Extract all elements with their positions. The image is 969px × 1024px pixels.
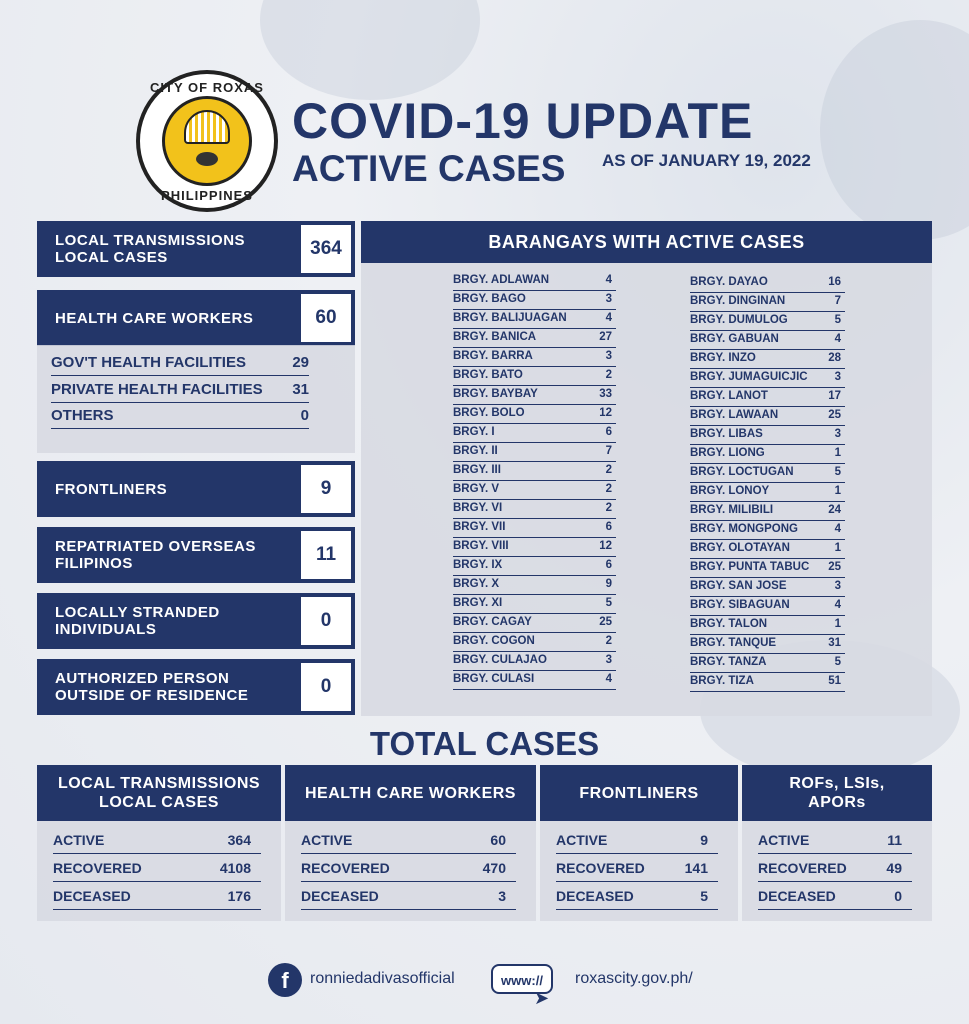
apor-label: AUTHORIZED PERSON OUTSIDE OF RESIDENCE bbox=[37, 659, 301, 715]
barangay-name: BRGY. PUNTA TABUC bbox=[690, 561, 810, 573]
total-row-value: 11 bbox=[887, 832, 902, 848]
barangay-count: 2 bbox=[605, 635, 612, 647]
total-row-label: RECOVERED bbox=[758, 860, 847, 876]
barangay-count: 1 bbox=[834, 485, 841, 497]
hcw-breakdown-panel bbox=[37, 345, 355, 453]
total-column-header: ROFs, LSIs, APORs bbox=[742, 765, 932, 821]
total-column-body bbox=[540, 821, 738, 921]
barangay-name: BRGY. DINGINAN bbox=[690, 295, 786, 307]
barangay-row bbox=[690, 558, 845, 578]
total-row bbox=[758, 855, 912, 882]
total-row bbox=[758, 827, 912, 854]
background-virus-decoration bbox=[260, 0, 480, 100]
barangay-name: BRGY. BAGO bbox=[453, 293, 526, 305]
barangay-row bbox=[453, 309, 616, 329]
barangay-row bbox=[453, 480, 616, 500]
barangay-name: BRGY. TIZA bbox=[690, 675, 754, 687]
barangay-count: 31 bbox=[828, 637, 841, 649]
barangay-count: 28 bbox=[828, 352, 841, 364]
crab-icon bbox=[196, 152, 218, 166]
barangay-row bbox=[690, 577, 845, 597]
barangay-name: BRGY. GABUAN bbox=[690, 333, 779, 345]
barangay-row bbox=[453, 670, 616, 690]
barangay-count: 2 bbox=[605, 483, 612, 495]
total-row-value: 141 bbox=[684, 860, 708, 876]
barangay-count: 3 bbox=[834, 580, 841, 592]
barangay-row bbox=[453, 613, 616, 633]
total-row-label: DECEASED bbox=[301, 888, 379, 904]
barangay-row bbox=[453, 651, 616, 671]
total-row bbox=[556, 855, 718, 882]
total-column-body bbox=[37, 821, 281, 921]
total-row-label: RECOVERED bbox=[301, 860, 390, 876]
total-column-body bbox=[285, 821, 536, 921]
barangay-name: BRGY. CULASI bbox=[453, 673, 535, 685]
total-row bbox=[556, 883, 718, 910]
total-row-value: 364 bbox=[227, 832, 251, 848]
barangay-row bbox=[690, 444, 845, 464]
page-subtitle: ACTIVE CASES bbox=[292, 148, 566, 189]
barangay-count: 7 bbox=[605, 445, 612, 457]
barangay-row bbox=[690, 520, 845, 540]
barangay-count: 2 bbox=[605, 369, 612, 381]
total-cases-title: TOTAL CASES bbox=[369, 725, 600, 762]
barangay-name: BRGY. BATO bbox=[453, 369, 523, 381]
barangay-count: 5 bbox=[834, 466, 841, 478]
barangay-count: 3 bbox=[605, 293, 612, 305]
barangay-count: 5 bbox=[834, 314, 841, 326]
as-of-date: AS OF JANUARY 19, 2022 bbox=[602, 151, 811, 170]
barangay-name: BRGY. LIBAS bbox=[690, 428, 763, 440]
barangay-row bbox=[690, 482, 845, 502]
barangay-row bbox=[690, 311, 845, 331]
barangay-name: BRGY. LAWAAN bbox=[690, 409, 779, 421]
barangay-row bbox=[690, 273, 845, 293]
frontliners-label: FRONTLINERS bbox=[37, 461, 301, 517]
facebook-handle[interactable]: ronniedadivasofficial bbox=[310, 970, 455, 987]
barangay-row bbox=[690, 463, 845, 483]
seal-bottom-text: PHILIPPINES bbox=[161, 188, 253, 203]
barangay-count: 25 bbox=[828, 409, 841, 421]
barangay-count: 4 bbox=[605, 312, 612, 324]
barangay-row bbox=[453, 575, 616, 595]
barangay-count: 1 bbox=[834, 542, 841, 554]
local-transmissions-box bbox=[37, 221, 355, 277]
total-row-label: RECOVERED bbox=[53, 860, 142, 876]
barangay-name: BRGY. LIONG bbox=[690, 447, 765, 459]
barangay-row bbox=[453, 461, 616, 481]
total-row bbox=[301, 855, 516, 882]
barangay-count: 5 bbox=[605, 597, 612, 609]
total-column bbox=[37, 765, 281, 921]
total-row bbox=[556, 827, 718, 854]
seal-top-text: CITY OF ROXAS bbox=[150, 80, 264, 95]
barangay-row bbox=[453, 537, 616, 557]
local-transmissions-value: 364 bbox=[301, 221, 355, 277]
barangay-name: BRGY. SIBAGUAN bbox=[690, 599, 790, 611]
barangay-name: BRGY. BARRA bbox=[453, 350, 533, 362]
total-row-value: 0 bbox=[894, 888, 902, 904]
barangay-name: BRGY. BOLO bbox=[453, 407, 525, 419]
hcw-breakdown-row: GOV'T HEALTH FACILITIES 29 bbox=[51, 351, 309, 376]
rof-label: REPATRIATED OVERSEAS FILIPINOS bbox=[37, 527, 301, 583]
total-row-label: ACTIVE bbox=[301, 832, 353, 848]
barangay-count: 12 bbox=[599, 540, 612, 552]
barangay-name: BRGY. CULAJAO bbox=[453, 654, 547, 666]
barangay-count: 1 bbox=[834, 618, 841, 630]
barangay-name: BRGY. SAN JOSE bbox=[690, 580, 787, 592]
barangay-row bbox=[453, 594, 616, 614]
barangay-count: 4 bbox=[605, 274, 612, 286]
barangay-count: 3 bbox=[605, 654, 612, 666]
total-row-value: 470 bbox=[482, 860, 506, 876]
barangay-count: 51 bbox=[828, 675, 841, 687]
total-row bbox=[758, 883, 912, 910]
total-column bbox=[742, 765, 932, 921]
barangay-name: BRGY. VI bbox=[453, 502, 503, 514]
barangay-count: 4 bbox=[605, 673, 612, 685]
total-column bbox=[540, 765, 738, 921]
barangay-name: BRGY. BALIJUAGAN bbox=[453, 312, 567, 324]
barangay-count: 12 bbox=[599, 407, 612, 419]
total-row bbox=[301, 883, 516, 910]
barangay-count: 3 bbox=[834, 371, 841, 383]
barangay-row bbox=[453, 328, 616, 348]
total-row-label: DECEASED bbox=[758, 888, 836, 904]
barangay-name: BRGY. XI bbox=[453, 597, 503, 609]
total-row-label: ACTIVE bbox=[758, 832, 810, 848]
barangay-name: BRGY. OLOTAYAN bbox=[690, 542, 790, 554]
barangay-row bbox=[453, 423, 616, 443]
barangay-name: BRGY. COGON bbox=[453, 635, 535, 647]
barangay-name: BRGY. LOCTUGAN bbox=[690, 466, 794, 478]
barangay-count: 25 bbox=[599, 616, 612, 628]
barangay-count: 24 bbox=[828, 504, 841, 516]
barangay-name: BRGY. INZO bbox=[690, 352, 756, 364]
barangay-count: 4 bbox=[834, 599, 841, 611]
barangay-row bbox=[453, 385, 616, 405]
barangay-name: BRGY. DAYAO bbox=[690, 276, 768, 288]
barangay-row bbox=[453, 632, 616, 652]
barangay-row bbox=[690, 425, 845, 445]
health-care-workers-value: 60 bbox=[301, 290, 355, 346]
total-row-value: 49 bbox=[886, 860, 902, 876]
total-column-header: HEALTH CARE WORKERS bbox=[285, 765, 536, 821]
barangay-name: BRGY. TANQUE bbox=[690, 637, 777, 649]
barangay-row bbox=[690, 330, 845, 350]
barangay-name: BRGY. TALON bbox=[690, 618, 768, 630]
barangay-name: BRGY. MONGPONG bbox=[690, 523, 798, 535]
barangay-name: BRGY. ADLAWAN bbox=[453, 274, 550, 286]
total-row-value: 3 bbox=[498, 888, 506, 904]
hcw-breakdown-row: OTHERS 0 bbox=[51, 404, 309, 429]
health-care-workers-box bbox=[37, 290, 355, 346]
barangays-panel bbox=[361, 263, 932, 716]
barangay-count: 3 bbox=[605, 350, 612, 362]
barangay-name: BRGY. MILIBILI bbox=[690, 504, 774, 516]
barangay-row bbox=[453, 499, 616, 519]
local-transmissions-label: LOCAL TRANSMISSIONS LOCAL CASES bbox=[37, 221, 301, 277]
barangay-name: BRGY. BANICA bbox=[453, 331, 537, 343]
barangay-row bbox=[453, 518, 616, 538]
total-column-header: FRONTLINERS bbox=[540, 765, 738, 821]
barangay-row bbox=[690, 501, 845, 521]
total-row-value: 5 bbox=[700, 888, 708, 904]
barangay-count: 6 bbox=[605, 559, 612, 571]
website-link[interactable]: roxascity.gov.ph/ bbox=[575, 970, 693, 987]
barangay-name: BRGY. TANZA bbox=[690, 656, 767, 668]
barangay-row bbox=[690, 672, 845, 692]
barangay-row bbox=[453, 366, 616, 386]
barangay-name: BRGY. VIII bbox=[453, 540, 509, 552]
frontliners-box bbox=[37, 461, 355, 517]
barangay-row bbox=[453, 442, 616, 462]
barangay-count: 7 bbox=[834, 295, 841, 307]
total-column bbox=[285, 765, 536, 921]
facebook-icon: f bbox=[268, 963, 302, 997]
barangay-row bbox=[453, 290, 616, 310]
barangay-count: 6 bbox=[605, 426, 612, 438]
barangay-name: BRGY. V bbox=[453, 483, 500, 495]
barangay-name: BRGY. IX bbox=[453, 559, 503, 571]
barangay-count: 25 bbox=[828, 561, 841, 573]
barangay-row bbox=[453, 347, 616, 367]
total-row-label: ACTIVE bbox=[53, 832, 105, 848]
total-row-label: DECEASED bbox=[53, 888, 131, 904]
total-column-body bbox=[742, 821, 932, 921]
total-row-value: 9 bbox=[700, 832, 708, 848]
barangay-row bbox=[690, 349, 845, 369]
lsi-value: 0 bbox=[301, 593, 355, 649]
total-row-label: DECEASED bbox=[556, 888, 634, 904]
barangay-count: 4 bbox=[834, 523, 841, 535]
barangay-count: 27 bbox=[599, 331, 612, 343]
barangay-name: BRGY. JUMAGUICJIC bbox=[690, 371, 808, 383]
total-row-value: 4108 bbox=[219, 860, 251, 876]
apor-value: 0 bbox=[301, 659, 355, 715]
barangay-count: 3 bbox=[834, 428, 841, 440]
barangay-name: BRGY. VII bbox=[453, 521, 506, 533]
barangay-row bbox=[453, 556, 616, 576]
total-row-value: 176 bbox=[227, 888, 251, 904]
rof-value: 11 bbox=[301, 527, 355, 583]
barangay-row bbox=[690, 387, 845, 407]
total-row bbox=[53, 827, 261, 854]
barangay-row bbox=[690, 634, 845, 654]
rof-box bbox=[37, 527, 355, 583]
barangay-count: 9 bbox=[605, 578, 612, 590]
lsi-label: LOCALLY STRANDED INDIVIDUALS bbox=[37, 593, 301, 649]
page-title: COVID-19 UPDATE bbox=[292, 93, 754, 149]
city-seal-logo bbox=[136, 70, 278, 212]
total-row bbox=[53, 883, 261, 910]
barangay-name: BRGY. III bbox=[453, 464, 501, 476]
total-row-label: RECOVERED bbox=[556, 860, 645, 876]
lsi-box bbox=[37, 593, 355, 649]
barangay-name: BRGY. X bbox=[453, 578, 500, 590]
website-icon: www:// bbox=[491, 964, 553, 994]
total-column-header: LOCAL TRANSMISSIONS LOCAL CASES bbox=[37, 765, 281, 821]
barangay-count: 2 bbox=[605, 502, 612, 514]
barangay-count: 4 bbox=[834, 333, 841, 345]
barangay-name: BRGY. LONOY bbox=[690, 485, 770, 497]
barangay-row bbox=[690, 539, 845, 559]
hcw-breakdown-row: PRIVATE HEALTH FACILITIES 31 bbox=[51, 378, 309, 403]
frontliners-value: 9 bbox=[301, 461, 355, 517]
total-row-label: ACTIVE bbox=[556, 832, 608, 848]
health-care-workers-label: HEALTH CARE WORKERS bbox=[37, 290, 301, 346]
barangay-row bbox=[453, 271, 616, 291]
barangay-count: 6 bbox=[605, 521, 612, 533]
barangay-row bbox=[690, 368, 845, 388]
barangay-count: 16 bbox=[828, 276, 841, 288]
barangay-row bbox=[690, 406, 845, 426]
barangay-name: BRGY. BAYBAY bbox=[453, 388, 538, 400]
barangay-count: 33 bbox=[599, 388, 612, 400]
total-row bbox=[53, 855, 261, 882]
apor-box bbox=[37, 659, 355, 715]
barangay-name: BRGY. I bbox=[453, 426, 495, 438]
barangays-heading: BARANGAYS WITH ACTIVE CASES bbox=[361, 221, 932, 263]
barangay-row bbox=[690, 292, 845, 312]
barangay-count: 1 bbox=[834, 447, 841, 459]
total-row bbox=[301, 827, 516, 854]
barangay-row bbox=[690, 596, 845, 616]
barangay-name: BRGY. DUMULOG bbox=[690, 314, 788, 326]
barangay-name: BRGY. II bbox=[453, 445, 498, 457]
barangay-name: BRGY. CAGAY bbox=[453, 616, 532, 628]
total-row-value: 60 bbox=[490, 832, 506, 848]
cursor-icon: ➤ bbox=[534, 988, 550, 1008]
barangay-name: BRGY. LANOT bbox=[690, 390, 768, 402]
barangay-count: 17 bbox=[828, 390, 841, 402]
background-virus-decoration bbox=[820, 20, 969, 240]
barangay-row bbox=[453, 404, 616, 424]
barangay-row bbox=[690, 615, 845, 635]
barangay-row bbox=[690, 653, 845, 673]
barangay-count: 5 bbox=[834, 656, 841, 668]
barangay-count: 2 bbox=[605, 464, 612, 476]
